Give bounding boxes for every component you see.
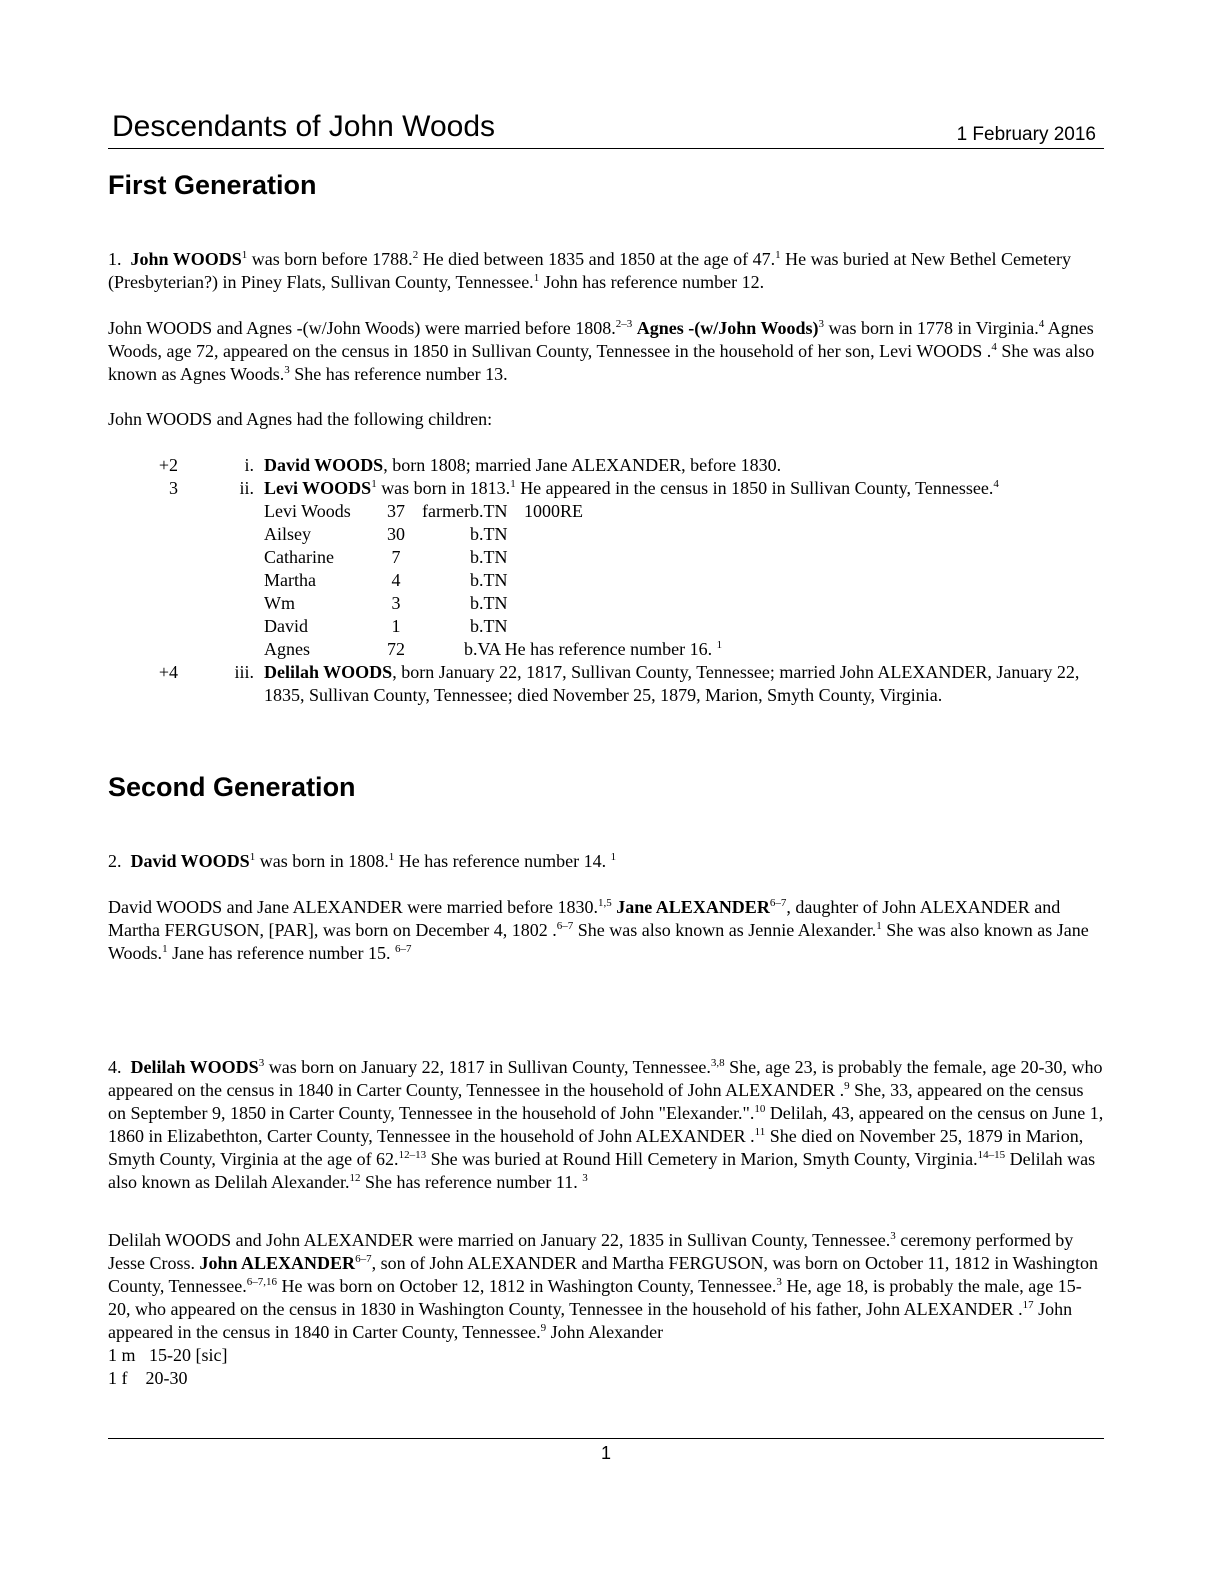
citation: 1 [388, 851, 395, 863]
census-age: 1 [391, 616, 401, 636]
entry-text: , daughter of John ALEXANDER and Martha FERGUSON, [PAR], was born on December 4, 1802 . [108, 897, 1061, 940]
citation: 3 [776, 1276, 782, 1288]
entry-text: She has reference number 11. [360, 1172, 583, 1192]
citation: 3 [582, 1172, 588, 1184]
entry-text: He appeared in the census in 1850 in Sullivan County, Tennessee. [515, 478, 994, 498]
census-age: 3 [391, 593, 401, 613]
census-name: Ailsey [264, 524, 311, 544]
citation: 4 [993, 478, 999, 490]
entry-number: 2. [108, 851, 122, 871]
citation: 12–13 [398, 1149, 427, 1161]
entry-text: He, age 18, is probably the male, age 15-20, who appeared on the census in 1830 in Washington County, Tennessee in the household of his father, John ALEXANDER . [108, 1276, 1082, 1319]
citation: 6–7 [394, 943, 412, 955]
citation: 1 [775, 249, 781, 261]
entry-text: , born January 22, 1817, Sullivan County, Tennessee; married John ALEXANDER, January 22, 1835, Sullivan County, Tennessee; died November 25, 1879, Marion, Smyth County, Virginia. [264, 662, 1080, 705]
child-ordinal: i. [244, 455, 254, 475]
entry-text: He was born on October 12, 1812 in Washington County, Tennessee. [276, 1276, 777, 1296]
entry-text: Delilah, 43, appeared on the census on June 1, 1860 in Elizabethton, Carter County, Tennessee in the household of John ALEXANDER . [108, 1103, 1104, 1146]
entry-text: was born on January 22, 1817 in Sullivan County, Tennessee. [264, 1057, 711, 1077]
citation: 9 [844, 1080, 850, 1092]
person-name: David WOODS [130, 851, 250, 871]
census-birthplace: b.TN [470, 501, 508, 521]
citation: 3 [258, 1057, 265, 1069]
entry-text: He died between 1835 and 1850 at the age of 47. [418, 249, 776, 269]
entry-text: , born 1808; married Jane ALEXANDER, before 1830. [383, 455, 782, 475]
child-row [108, 477, 1104, 500]
entry-text: She died on November 25, 1879 in Marion, Smyth County, Virginia at the age of 62. [108, 1126, 1084, 1169]
citation: 1 [162, 943, 168, 955]
entry-text: She was buried at Round Hill Cemetery in Marion, Smyth County, Virginia. [426, 1149, 978, 1169]
child-ordinal: ii. [239, 478, 254, 498]
census-row [264, 638, 1104, 661]
census-birthplace: b.TN [470, 616, 508, 636]
census-row [264, 500, 1104, 523]
census-tally-line: 1 m 15-20 [sic] [108, 1345, 228, 1365]
census-birthplace: b.TN [470, 524, 508, 544]
census-row [264, 592, 1104, 615]
entry-text: , son of John ALEXANDER and Martha FERGUSON, was born on October 11, 1812 in Washington County, Tennessee. [108, 1253, 1099, 1296]
census-name: Martha [264, 570, 316, 590]
census-occupation: farmer [422, 501, 470, 521]
citation: 1,5 [598, 897, 612, 909]
citation: 6–7 [769, 897, 787, 909]
entry-text: He was buried at New Bethel Cemetery (Presbyterian?) in Piney Flats, Sullivan County, Tennessee. [108, 249, 1071, 292]
citation: 3,8 [710, 1057, 725, 1069]
citation: 17 [1022, 1299, 1034, 1311]
document-date: 1 February 2016 [956, 124, 1096, 145]
child-name: David WOODS [264, 455, 384, 475]
child-number: +2 [158, 455, 178, 475]
census-birthplace: b.TN [470, 570, 508, 590]
census-row [264, 523, 1104, 546]
entry-text: was born in 1808. [255, 851, 389, 871]
census-age: 30 [387, 524, 405, 544]
census-tally-line: 1 f 20-30 [108, 1368, 188, 1388]
person-name: Delilah WOODS [130, 1057, 259, 1077]
child-text [264, 661, 1104, 707]
census-birthplace [464, 638, 722, 661]
citation: 1 [510, 478, 516, 490]
citation: 3 [890, 1230, 896, 1242]
child-text [264, 454, 1104, 477]
marriage-entry-david-jane [108, 896, 1104, 965]
entry-text: Delilah WOODS and John ALEXANDER were married on January 22, 1835 in Sullivan County, Tennessee. [108, 1230, 891, 1250]
entry-text: She was also known as Jane Woods. [108, 920, 1089, 963]
citation: 1 [249, 851, 256, 863]
entry-text: She has reference number 13. [289, 364, 508, 384]
spouse-name: Jane ALEXANDER [616, 897, 770, 917]
marriage-entry-john-agnes [108, 317, 1104, 386]
entry-text: John has reference number 12. [539, 272, 765, 292]
census-birthplace: b.TN [470, 547, 508, 567]
census-age: 37 [387, 501, 405, 521]
citation: 1 [610, 851, 617, 863]
census-name: Wm [264, 593, 295, 613]
entry-text: Agnes Woods, age 72, appeared on the census in 1850 in Sullivan County, Tennessee in the household of her son, Levi WOODS . [108, 318, 1094, 361]
census-age: 4 [391, 570, 401, 590]
census-real-estate: 1000RE [524, 501, 584, 521]
citation: 3 [818, 318, 825, 330]
citation: 6–7,16 [246, 1276, 277, 1288]
census-name: Catharine [264, 547, 334, 567]
census-row [264, 615, 1104, 638]
census-row [264, 569, 1104, 592]
child-number: 3 [169, 478, 178, 498]
second-generation-heading: Second Generation [108, 772, 356, 802]
spouse-name: Agnes -(w/John Woods) [636, 318, 819, 338]
citation: 1 [716, 639, 723, 651]
entry-text: She was also known as Agnes Woods. [108, 341, 1095, 384]
census-row [264, 546, 1104, 569]
entry-text: Jane has reference number 15. [167, 943, 395, 963]
page-number: 1 [600, 1443, 611, 1463]
entry-number: 1. [108, 249, 122, 269]
census-name: David [264, 616, 308, 636]
entry-text: She, 33, appeared on the census on September 9, 1850 in Carter County, Tennessee in the household of John "Elexander.". [108, 1080, 1084, 1123]
entry-text: was born in 1778 in Virginia. [824, 318, 1039, 338]
document-title: Descendants of John Woods [112, 110, 496, 143]
citation: 14–15 [977, 1149, 1006, 1161]
page-header [108, 108, 1104, 149]
census-age: 7 [391, 547, 401, 567]
spouse-name: John ALEXANDER [199, 1253, 356, 1273]
person-name: John WOODS [130, 249, 242, 269]
citation: 12 [349, 1172, 361, 1184]
entry-text: John WOODS and Agnes -(w/John Woods) were married before 1808. [108, 318, 616, 338]
person-entry-john-woods [108, 248, 1104, 294]
child-number: +4 [158, 662, 178, 682]
child-row [108, 454, 1104, 477]
citation: 4 [1038, 318, 1045, 330]
citation: 1 [241, 249, 248, 261]
child-name: Delilah WOODS [264, 662, 393, 682]
citation: 1 [371, 478, 377, 490]
children-intro: John WOODS and Agnes had the following children: [108, 409, 493, 429]
entry-text: John appeared in the census in 1840 in Carter County, Tennessee. [108, 1299, 1073, 1342]
citation: 9 [540, 1322, 547, 1334]
citation: 2 [412, 249, 419, 261]
marriage-entry-delilah-john [108, 1229, 1104, 1390]
child-text [264, 477, 1104, 500]
entry-text: John Alexander [546, 1322, 664, 1342]
citation: 3 [284, 364, 290, 376]
entry-text: was born before 1788. [247, 249, 413, 269]
person-entry-david-woods [108, 850, 1104, 873]
entry-number: 4. [108, 1057, 122, 1077]
citation: 1 [876, 920, 882, 932]
entry-text: She was also known as Jennie Alexander. [573, 920, 877, 940]
first-generation-heading: First Generation [108, 170, 317, 200]
entry-text: Delilah was also known as Delilah Alexander. [108, 1149, 1096, 1192]
census-birthplace: b.TN [470, 593, 508, 613]
citation: 4 [991, 341, 997, 353]
census-name: Levi Woods [264, 501, 351, 521]
entry-text: He has reference number 14. [394, 851, 611, 871]
citation: 6–7 [355, 1253, 372, 1265]
census-table [264, 500, 1104, 661]
children-list [108, 454, 1104, 707]
census-birth-text: b.VA He has reference number 16. [464, 639, 717, 659]
citation: 2–3 [615, 318, 633, 330]
child-row [108, 661, 1104, 707]
citation: 10 [754, 1103, 766, 1115]
entry-text: was born in 1813. [376, 478, 511, 498]
child-ordinal: iii. [234, 662, 254, 682]
entry-text: She, age 23, is probably the female, age 20-30, who appeared on the census in 1840 in Carter County, Tennessee in the household of John ALEXANDER . [108, 1057, 1103, 1100]
census-age: 72 [387, 639, 405, 659]
entry-text: ceremony performed by Jesse Cross. [108, 1230, 1074, 1273]
citation: 11 [754, 1126, 766, 1138]
child-name: Levi WOODS [264, 478, 372, 498]
entry-text: David WOODS and Jane ALEXANDER were married before 1830. [108, 897, 599, 917]
census-name: Agnes [264, 639, 310, 659]
footer-divider [108, 1438, 1104, 1439]
citation: 6–7 [556, 920, 574, 932]
person-entry-delilah-woods [108, 1056, 1104, 1194]
citation: 1 [533, 272, 540, 284]
